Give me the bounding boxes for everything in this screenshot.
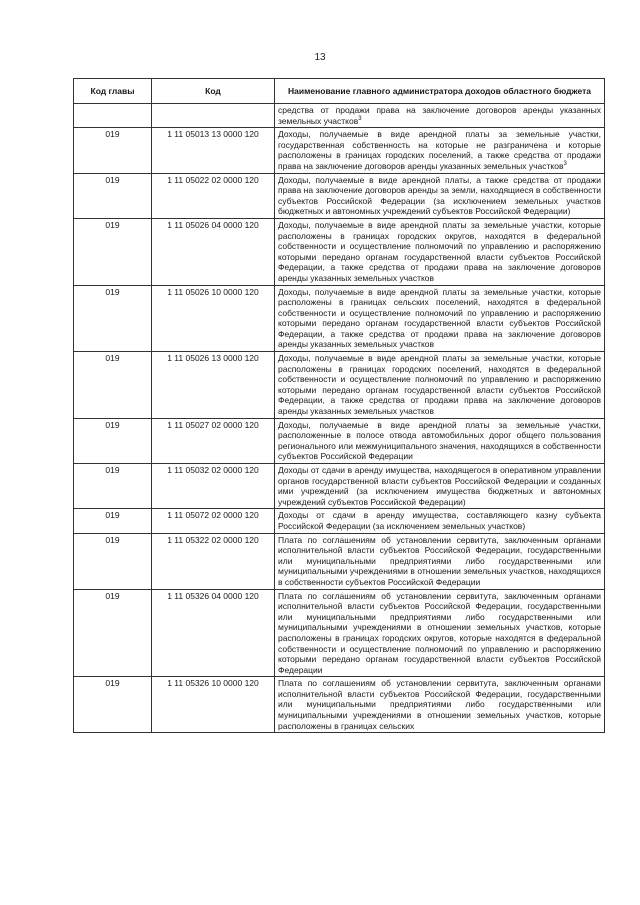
revenue-code-cell: 1 11 05013 13 0000 120 [152, 128, 275, 173]
table-row [74, 173, 605, 218]
revenue-name-cell [275, 173, 605, 218]
revenue-name-text: Доходы, получаемые в виде арендной платы, а также средства от продажи права на заключение договоров аренды за земли, находящиеся в собственности субъектов Российской Федерации (за исключением земельных участков бюджетных и автономных учреждений субъектов Российской Федерации) [278, 174, 601, 217]
chapter-code-cell: 019 [74, 173, 152, 218]
chapter-code-cell: 019 [74, 464, 152, 509]
revenue-name-text: Доходы от сдачи в аренду имущества, составляющего казну субъекта Российской Федерации (за исключением земельных участков) [278, 510, 601, 531]
revenue-code-cell: 1 11 05026 13 0000 120 [152, 352, 275, 419]
chapter-code-cell: 019 [74, 677, 152, 733]
continuation-text-body: средства от продажи права на заключение договоров аренды указанных земельных участков [278, 105, 601, 126]
header-name: Наименование главного администратора доходов областного бюджета [275, 79, 605, 104]
revenue-name-text: Доходы, получаемые в виде арендной платы за земельные участки, которые расположены в границах сельских поселений, находятся в федеральной собственности и осуществление полномочий по управлению и распоряжению которыми передано органам государственной власти субъектов Российской Федерации, а также средства от продажи права на заключение договоров аренды указанных земельных участков [278, 286, 601, 350]
page-number: 13 [314, 52, 326, 63]
revenue-name-cell [275, 464, 605, 509]
revenue-name-text: Плата по соглашениям об установлении сервитута, заключенным органами исполнительной власти субъектов Российской Федерации, государственными или муниципальными предприятиями либо государственными или муниципальными учреждениями в отношении земельных участков, которые расположены в границах городских округов, которые находятся в федеральной собственности и осуществление полномочий по управлению и распоряжению которыми передано органам государственной власти субъектов Российской Федерации [278, 590, 601, 675]
chapter-code-cell: 019 [74, 285, 152, 352]
continuation-text [275, 104, 605, 128]
table-row [74, 677, 605, 733]
revenue-code-cell: 1 11 05072 02 0000 120 [152, 509, 275, 533]
table-row [74, 589, 605, 677]
table-row [74, 533, 605, 589]
footnote-marker: 3 [563, 161, 567, 168]
table-row [74, 509, 605, 533]
revenue-name-cell [275, 589, 605, 677]
header-chapter-code: Код главы [74, 79, 152, 104]
chapter-code-cell: 019 [74, 128, 152, 173]
revenue-code-cell: 1 11 05032 02 0000 120 [152, 464, 275, 509]
revenue-administrators-table [73, 78, 605, 733]
revenue-code-cell: 1 11 05322 02 0000 120 [152, 533, 275, 589]
continuation-chapter [74, 104, 152, 128]
revenue-name-text: Доходы, получаемые в виде арендной платы за земельные участки, которые расположены в границах городских поселений, находятся в федеральной собственности и осуществление полномочий по управлению и распоряжению которыми передано органам государственной власти субъектов Российской Федерации, а также средства от продажи права на заключение договоров аренды указанных земельных участков [278, 353, 601, 417]
revenue-code-cell: 1 11 05022 02 0000 120 [152, 173, 275, 218]
table-row [74, 464, 605, 509]
revenue-name-cell [275, 509, 605, 533]
continuation-row [74, 104, 605, 128]
continuation-code [152, 104, 275, 128]
chapter-code-cell: 019 [74, 352, 152, 419]
revenue-code-cell: 1 11 05326 04 0000 120 [152, 589, 275, 677]
revenue-name-text: Доходы, получаемые в виде арендной платы за земельные участки, расположенные в полосе отвода автомобильных дорог общего пользования регионального или межмуниципального значения, находящихся в собственности субъектов Российской Федерации [278, 419, 601, 462]
revenue-name-cell [275, 218, 605, 285]
table-row [74, 128, 605, 173]
table-row [74, 218, 605, 285]
revenue-code-cell: 1 11 05326 10 0000 120 [152, 677, 275, 733]
revenue-code-cell: 1 11 05027 02 0000 120 [152, 418, 275, 463]
table-row [74, 285, 605, 352]
footnote-marker: 3 [358, 115, 362, 122]
revenue-name-cell [275, 533, 605, 589]
revenue-name-text: Доходы от сдачи в аренду имущества, находящегося в оперативном управлении органов государственной власти субъектов Российской Федерации и созданных ими учреждений (за исключением имущества бюджетных и автономных учреждений субъектов Российской Федерации) [278, 465, 601, 507]
chapter-code-cell: 019 [74, 589, 152, 677]
revenue-name-cell [275, 677, 605, 733]
header-row [74, 79, 605, 104]
table-row [74, 418, 605, 463]
revenue-name-cell [275, 418, 605, 463]
revenue-name-text: Плата по соглашениям об установлении сервитута, заключенным органами исполнительной власти субъектов Российской Федерации, государственными или муниципальными предприятиями либо государственными или муниципальными учреждениями в отношении земельных участков, которые расположены в границах сельских [278, 678, 601, 731]
revenue-name-cell [275, 128, 605, 173]
revenue-code-cell: 1 11 05026 10 0000 120 [152, 285, 275, 352]
chapter-code-cell: 019 [74, 218, 152, 285]
chapter-code-cell: 019 [74, 418, 152, 463]
revenue-name-text: Плата по соглашениям об установлении сервитута, заключенным органами исполнительной власти субъектов Российской Федерации, государственными или муниципальными предприятиями либо государственными или муниципальными учреждениями в отношении земельных участков, находящихся в собственности субъектов Российской Федерации [278, 534, 601, 587]
revenue-name-text: Доходы, получаемые в виде арендной платы за земельные участки, которые расположены в границах городских округов, находятся в федеральной собственности и осуществление полномочий по управлению и распоряжению которыми передано органам государственной власти субъектов Российской Федерации, а также средства от продажи права на заключение договоров аренды указанных земельных участков [278, 219, 601, 283]
chapter-code-cell: 019 [74, 533, 152, 589]
chapter-code-cell: 019 [74, 509, 152, 533]
revenue-code-cell: 1 11 05026 04 0000 120 [152, 218, 275, 285]
table-row [74, 352, 605, 419]
revenue-name-text: Доходы, получаемые в виде арендной платы за земельные участки, государственная собственность на которые не разграничена и которые расположены в границах городских поселений, а также средства от продажи права на заключение договоров аренды указанных земельных участков [278, 129, 601, 171]
revenue-name-cell [275, 352, 605, 419]
table-header [74, 79, 605, 104]
revenue-name-cell [275, 285, 605, 352]
table-body [74, 104, 605, 733]
header-code: Код [152, 79, 275, 104]
